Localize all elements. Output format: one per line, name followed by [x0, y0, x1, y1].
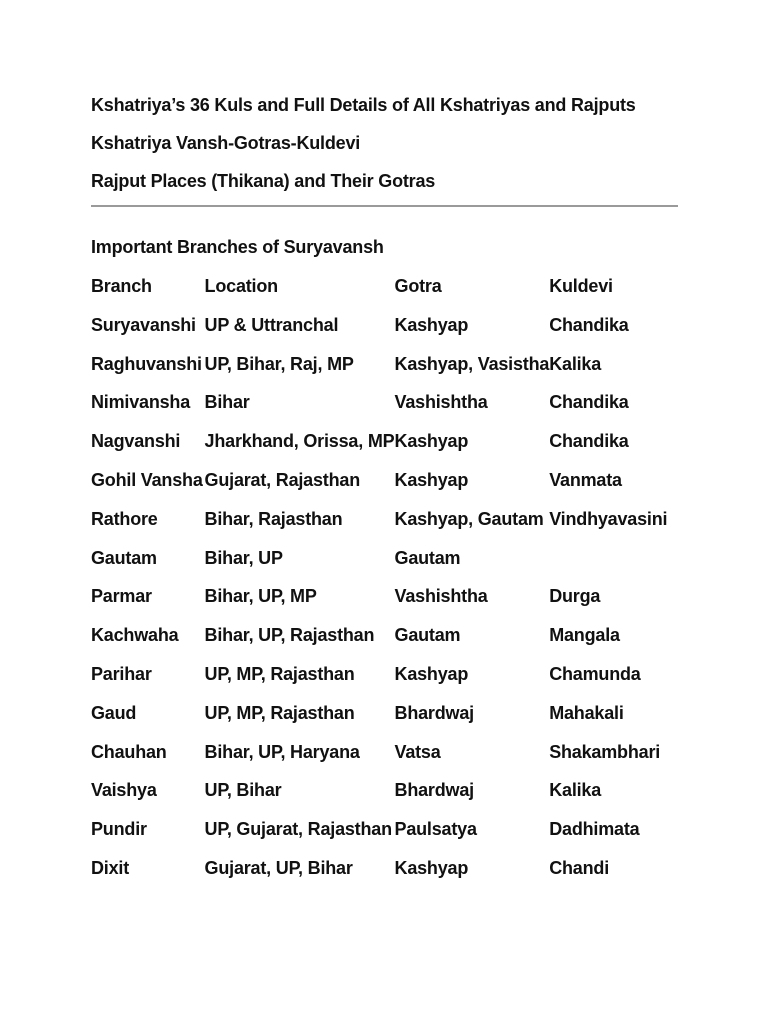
cell-kuldevi: Kalika — [549, 780, 602, 801]
column-header-location: Location — [204, 276, 278, 296]
cell-gotra: Bhardwaj — [394, 702, 474, 723]
cell-location: UP, MP, Rajasthan — [204, 702, 355, 723]
cell-location: Bihar, Rajasthan — [204, 508, 343, 529]
cell-branch: Nagvanshi — [91, 431, 181, 452]
table-row — [91, 392, 681, 431]
cell-location: Bihar, UP, Rajasthan — [204, 625, 375, 646]
table-row — [91, 625, 681, 664]
cell-kuldevi: Chandika — [549, 392, 629, 413]
cell-branch: Suryavanshi — [91, 314, 196, 335]
cell-location: Bihar — [204, 392, 250, 413]
table-row — [91, 703, 681, 742]
cell-gotra: Kashyap — [394, 857, 469, 878]
cell-gotra: Kashyap — [394, 663, 469, 684]
column-header-gotra: Gotra — [394, 276, 442, 296]
cell-location: Gujarat, UP, Bihar — [204, 857, 353, 878]
table-row — [91, 354, 681, 393]
cell-kuldevi: Chandi — [549, 857, 609, 878]
cell-location: Gujarat, Rajasthan — [204, 469, 360, 490]
table-row — [91, 780, 681, 819]
cell-kuldevi: Chamunda — [549, 663, 641, 684]
table-row — [91, 548, 681, 587]
cell-location: UP, Gujarat, Rajasthan — [204, 819, 392, 840]
cell-gotra: Gautam — [394, 547, 461, 568]
cell-gotra: Vatsa — [394, 741, 441, 762]
cell-location: UP, MP, Rajasthan — [204, 663, 355, 684]
cell-branch: Rathore — [91, 508, 158, 529]
cell-location: UP, Bihar, Raj, MP — [204, 353, 354, 374]
cell-gotra: Paulsatya — [394, 819, 477, 840]
cell-kuldevi: Durga — [549, 586, 601, 607]
table-row — [91, 470, 681, 509]
cell-kuldevi — [549, 548, 681, 587]
cell-kuldevi: Chandika — [549, 431, 629, 452]
cell-location: Bihar, UP, Haryana — [204, 741, 360, 762]
table-row — [91, 858, 681, 897]
table-row — [91, 509, 681, 548]
cell-location: UP & Uttranchal — [204, 314, 339, 335]
cell-kuldevi: Shakambhari — [549, 741, 661, 762]
cell-gotra: Kashyap — [394, 469, 469, 490]
table-header-row — [91, 276, 681, 315]
cell-location: Bihar, UP — [204, 547, 283, 568]
cell-location: Bihar, UP, MP — [204, 586, 317, 607]
cell-branch: Nimivansha — [91, 392, 191, 413]
cell-gotra: Kashyap — [394, 314, 469, 335]
table-row — [91, 431, 681, 470]
cell-location: UP, Bihar — [204, 780, 282, 801]
cell-kuldevi: Kalika — [549, 353, 602, 374]
cell-kuldevi: Dadhimata — [549, 819, 640, 840]
cell-branch: Raghuvanshi — [91, 353, 202, 374]
cell-branch: Pundir — [91, 819, 147, 840]
cell-branch: Parmar — [91, 586, 152, 607]
cell-gotra: Vashishtha — [394, 392, 488, 413]
column-header-kuldevi: Kuldevi — [549, 276, 613, 296]
table-row — [91, 586, 681, 625]
cell-location: Jharkhand, Orissa, MP — [204, 431, 395, 452]
cell-gotra: Kashyap — [394, 431, 469, 452]
document-title: Kshatriya’s 36 Kuls and Full Details of All Kshatriyas and Rajputs — [91, 95, 636, 115]
cell-branch: Gautam — [91, 547, 157, 568]
table-row — [91, 315, 681, 354]
cell-branch: Kachwaha — [91, 625, 179, 646]
cell-gotra: Kashyap, Vasistha — [394, 353, 550, 374]
horizontal-divider — [91, 205, 678, 207]
cell-kuldevi: Vanmata — [549, 469, 622, 490]
cell-branch: Vaishya — [91, 780, 157, 801]
cell-gotra: Kashyap, Gautam — [394, 508, 544, 529]
cell-gotra: Gautam — [394, 625, 461, 646]
cell-kuldevi: Mangala — [549, 625, 620, 646]
column-header-branch: Branch — [91, 276, 152, 296]
cell-kuldevi: Vindhyavasini — [549, 508, 668, 529]
table-row — [91, 664, 681, 703]
table-row — [91, 742, 681, 781]
subtitle-rajput-places: Rajput Places (Thikana) and Their Gotras — [91, 171, 436, 191]
branches-table — [91, 276, 681, 897]
cell-kuldevi: Chandika — [549, 314, 629, 335]
cell-gotra: Vashishtha — [394, 586, 488, 607]
cell-kuldevi: Mahakali — [549, 702, 624, 723]
cell-branch: Dixit — [91, 857, 130, 878]
cell-branch: Gaud — [91, 702, 137, 723]
cell-branch: Gohil Vansha — [91, 469, 203, 490]
cell-branch: Parihar — [91, 663, 152, 684]
subtitle-vansh-gotras: Kshatriya Vansh-Gotras-Kuldevi — [91, 133, 361, 153]
cell-branch: Chauhan — [91, 741, 167, 762]
table-row — [91, 819, 681, 858]
section-title: Important Branches of Suryavansh — [91, 237, 384, 257]
cell-gotra: Bhardwaj — [394, 780, 474, 801]
